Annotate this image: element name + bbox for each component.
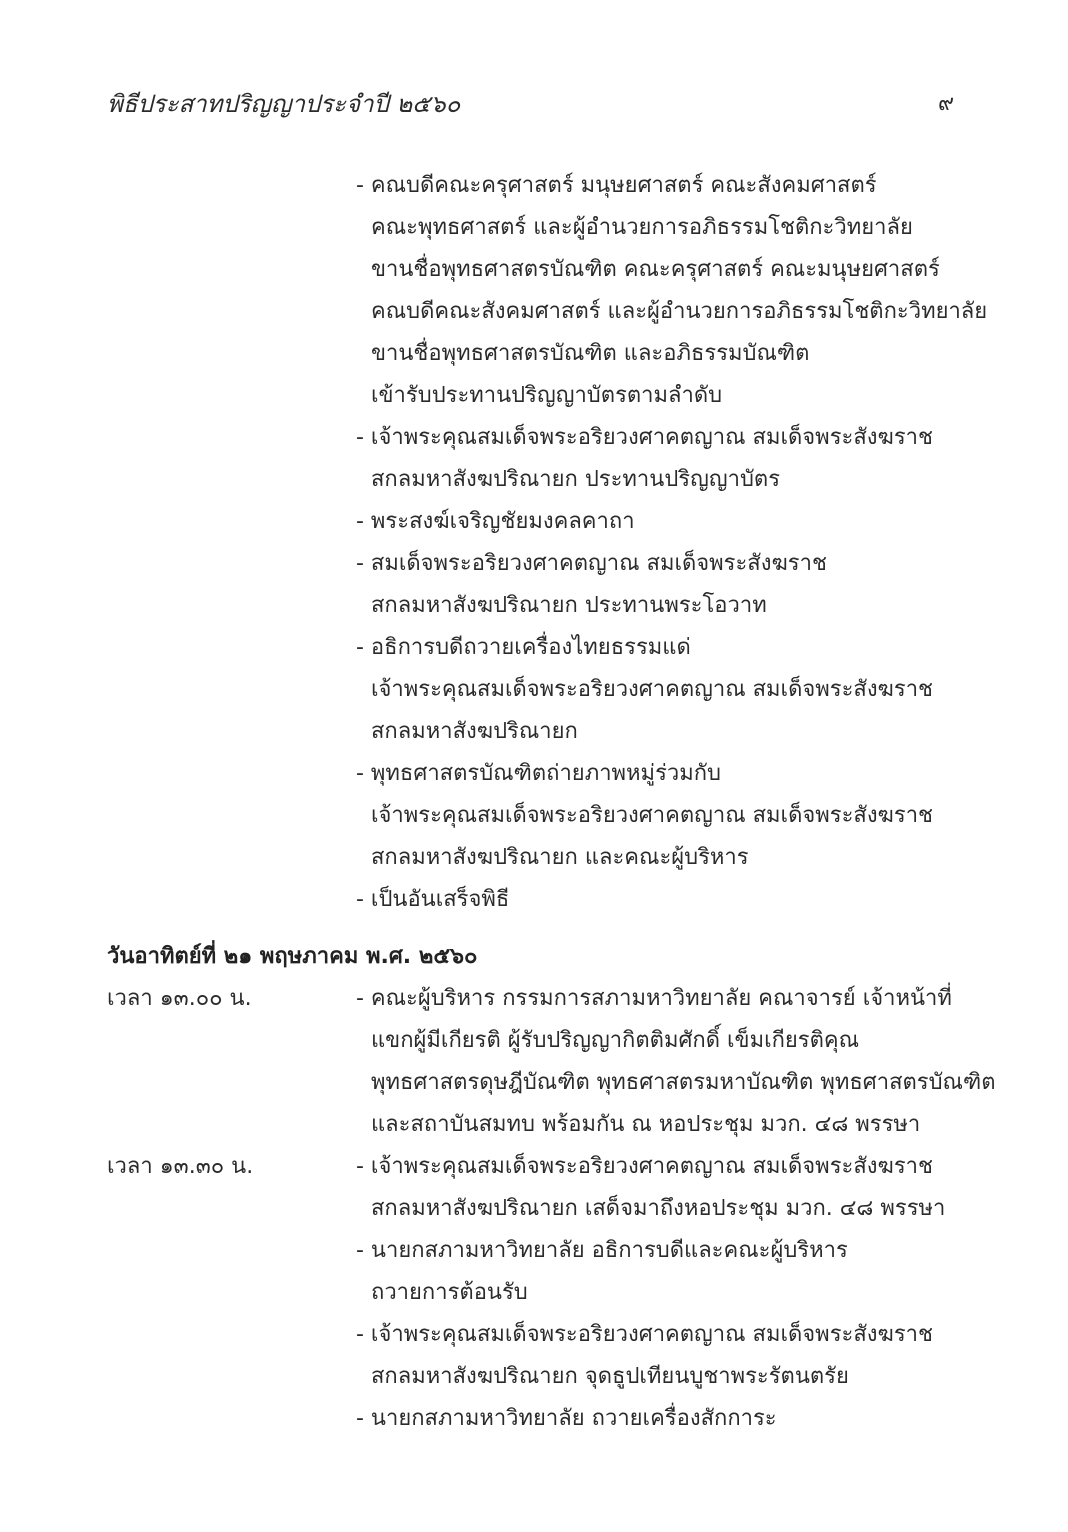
schedule-line xyxy=(0,795,1068,837)
schedule-text: พุทธศาสตรดุษฎีบัณฑิต พุทธศาสตรมหาบัณฑิต พุทธศาสตรบัณฑิต xyxy=(371,1070,996,1095)
schedule-line xyxy=(0,753,1068,795)
schedule-block-sunday xyxy=(0,978,1068,1440)
schedule-line xyxy=(0,1356,1068,1398)
schedule-line xyxy=(0,879,1068,921)
schedule-text: เข้ารับประทานปริญญาบัตรตามลำดับ xyxy=(371,383,723,408)
schedule-line xyxy=(0,669,1068,711)
schedule-text: สกลมหาสังฆปริณายก เสด็จมาถึงหอประชุม มวก. ๔๘ พรรษา xyxy=(371,1196,946,1221)
schedule-text: - นายกสภามหาวิทยาลัย อธิการบดีและคณะผู้บริหาร xyxy=(356,1238,848,1263)
schedule-text: สกลมหาสังฆปริณายก และคณะผู้บริหาร xyxy=(371,845,749,870)
schedule-line xyxy=(0,459,1068,501)
schedule-line xyxy=(0,1146,1068,1188)
schedule-text: คณะพุทธศาสตร์ และผู้อำนวยการอภิธรรมโชติกะวิทยาลัย xyxy=(371,215,913,240)
schedule-line xyxy=(0,837,1068,879)
schedule-line xyxy=(0,333,1068,375)
page-number: ๙ xyxy=(938,91,955,116)
schedule-text: สกลมหาสังฆปริณายก ประทานพระโอวาท xyxy=(371,593,767,618)
time-label: เวลา ๑๓.๐๐ น. xyxy=(107,986,252,1011)
schedule-line xyxy=(0,585,1068,627)
schedule-text: ขานชื่อพุทธศาสตรบัณฑิต คณะครุศาสตร์ คณะมนุษยศาสตร์ xyxy=(371,257,940,282)
schedule-text: - คณะผู้บริหาร กรรมการสภามหาวิทยาลัย คณาจารย์ เจ้าหน้าที่ xyxy=(356,986,952,1011)
schedule-text: เจ้าพระคุณสมเด็จพระอริยวงศาคตญาณ สมเด็จพระสังฆราช xyxy=(371,677,933,702)
schedule-line xyxy=(0,1230,1068,1272)
schedule-line xyxy=(0,375,1068,417)
day-heading: วันอาทิตย์ที่ ๒๑ พฤษภาคม พ.ศ. ๒๕๖๐ xyxy=(107,944,478,969)
schedule-text: - อธิการบดีถวายเครื่องไทยธรรมแด่ xyxy=(356,635,691,660)
schedule-text: ถวายการต้อนรับ xyxy=(371,1280,528,1305)
schedule-line xyxy=(0,543,1068,585)
schedule-text: สกลมหาสังฆปริณายก ประทานปริญญาบัตร xyxy=(371,467,781,492)
schedule-line xyxy=(0,249,1068,291)
schedule-line xyxy=(0,501,1068,543)
schedule-line xyxy=(0,1062,1068,1104)
schedule-text: - พุทธศาสตรบัณฑิตถ่ายภาพหมู่ร่วมกับ xyxy=(356,761,722,786)
schedule-line xyxy=(0,1272,1068,1314)
schedule-text: - เจ้าพระคุณสมเด็จพระอริยวงศาคตญาณ สมเด็จพระสังฆราช xyxy=(356,1154,933,1179)
schedule-text: - นายกสภามหาวิทยาลัย ถวายเครื่องสักการะ xyxy=(356,1406,777,1431)
schedule-line xyxy=(0,1314,1068,1356)
schedule-text: - เจ้าพระคุณสมเด็จพระอริยวงศาคตญาณ สมเด็จพระสังฆราช xyxy=(356,1322,933,1347)
schedule-text: เจ้าพระคุณสมเด็จพระอริยวงศาคตญาณ สมเด็จพระสังฆราช xyxy=(371,803,933,828)
schedule-text: แขกผู้มีเกียรติ ผู้รับปริญญากิตติมศักดิ์ เข็มเกียรติคุณ xyxy=(371,1028,860,1053)
schedule-line xyxy=(0,165,1068,207)
time-label: เวลา ๑๓.๓๐ น. xyxy=(107,1154,254,1179)
schedule-text: - เป็นอันเสร็จพิธี xyxy=(356,887,510,912)
schedule-block-continued xyxy=(0,165,1068,921)
schedule-text: - สมเด็จพระอริยวงศาคตญาณ สมเด็จพระสังฆราช xyxy=(356,551,827,576)
schedule-text: - คณบดีคณะครุศาสตร์ มนุษยศาสตร์ คณะสังคมศาสตร์ xyxy=(356,173,877,198)
schedule-line xyxy=(0,1188,1068,1230)
schedule-line xyxy=(0,1020,1068,1062)
schedule-text: ขานชื่อพุทธศาสตรบัณฑิต และอภิธรรมบัณฑิต xyxy=(371,341,810,366)
schedule-line xyxy=(0,291,1068,333)
schedule-text: คณบดีคณะสังคมศาสตร์ และผู้อำนวยการอภิธรรมโชติกะวิทยาลัย xyxy=(371,299,988,324)
schedule-text: สกลมหาสังฆปริณายก xyxy=(371,719,578,744)
schedule-line xyxy=(0,1104,1068,1146)
schedule-line xyxy=(0,627,1068,669)
schedule-line xyxy=(0,417,1068,459)
schedule-text: - พระสงฆ์เจริญชัยมงคลคาถา xyxy=(356,509,635,534)
running-title: พิธีประสาทปริญญาประจำปี ๒๕๖๐ xyxy=(107,90,461,118)
schedule-text: และสถาบันสมทบ พร้อมกัน ณ หอประชุม มวก. ๔๘ พรรษา xyxy=(371,1112,921,1137)
schedule-line xyxy=(0,978,1068,1020)
schedule-line xyxy=(0,711,1068,753)
schedule-text: สกลมหาสังฆปริณายก จุดธูปเทียนบูชาพระรัตนตรัย xyxy=(371,1364,849,1389)
schedule-text: - เจ้าพระคุณสมเด็จพระอริยวงศาคตญาณ สมเด็จพระสังฆราช xyxy=(356,425,933,450)
schedule-line xyxy=(0,1398,1068,1440)
schedule-line xyxy=(0,207,1068,249)
